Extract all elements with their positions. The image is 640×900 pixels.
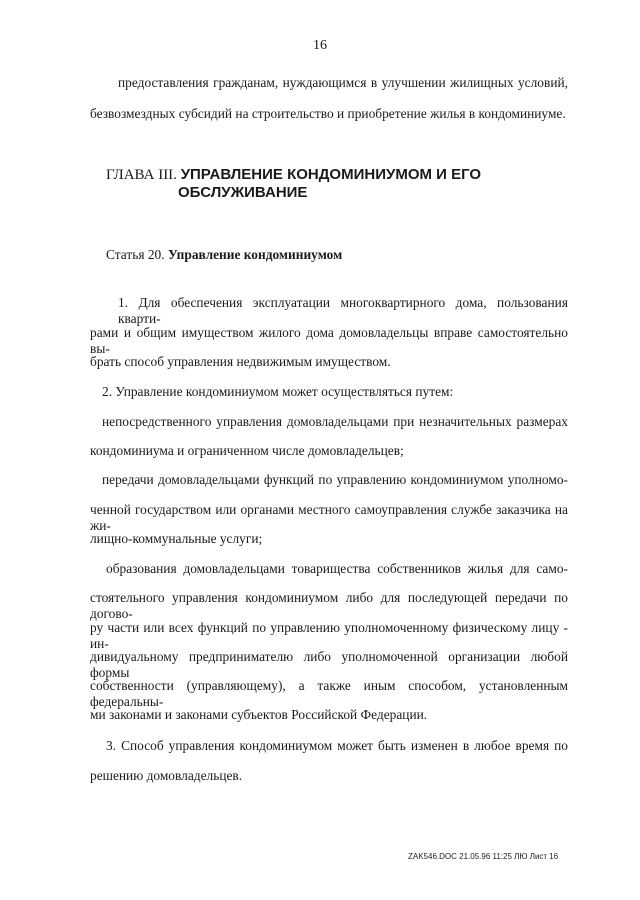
chapter-title-line-1: УПРАВЛЕНИЕ КОНДОМИНИУМОМ И ЕГО [180, 166, 482, 183]
page-number: 16 [313, 38, 327, 53]
intro-line-2: безвозмездных субсидий на строительство и приобретение жилья в кондоминиуме. [90, 106, 566, 121]
footer-file-info: ZAK546.DOC 21.05.96 11:25 ЛЮ Лист 16 [408, 852, 559, 861]
p2c-line-5: собственности (управляющему), а также иным способом, установленным федеральны- [90, 678, 568, 709]
p2-line-1: 2. Управление кондоминиумом может осуществляться путем: [102, 384, 454, 399]
p1-line-3: брать способ управления недвижимым имуществом. [90, 354, 391, 369]
p1-line-2: рами и общим имуществом жилого дома домовладельцы вправе самостоятельно вы- [90, 325, 568, 356]
intro-line-1: предоставления гражданам, нуждающимся в улучшении жилищных условий, [118, 75, 568, 90]
p2a-line-1: непосредственного управления домовладельцами при незначительных размерах [102, 414, 568, 429]
article-label: Статья 20. [106, 247, 165, 262]
chapter-label: ГЛАВА III. [106, 167, 177, 183]
p2c-line-6: ми законами и законами субъектов Российской Федерации. [90, 707, 428, 722]
article-title: Управление кондоминиумом [167, 247, 343, 262]
p2c-line-1: образования домовладельцами товарищества собственников жилья для само- [106, 561, 568, 576]
p2c-line-4: дивидуальному предпринимателю либо уполномоченной организации любой формы [90, 649, 568, 680]
chapter-title-line-2-wrap [178, 184, 307, 202]
p2c-line-3: ру части или всех функций по управлению уполномоченному физическому лицу - ин- [90, 620, 568, 651]
p2a-line-2: кондоминиума и ограниченном числе домовладельцев; [90, 443, 404, 458]
chapter-heading [106, 166, 481, 184]
p3-line-1: 3. Способ управления кондоминиумом может быть изменен в любое время по [106, 738, 568, 753]
chapter-title-line-2: ОБСЛУЖИВАНИЕ [178, 184, 308, 201]
p3-line-2: решению домовладельцев. [90, 768, 243, 783]
article-heading [106, 247, 342, 263]
p2b-line-1: передачи домовладельцами функций по управлению кондоминиумом уполномо- [102, 472, 568, 487]
p2b-line-3: лищно-коммунальные услуги; [90, 531, 263, 546]
p2b-line-2: ченной государством или органами местного самоуправления службе заказчика на жи- [90, 502, 568, 533]
p1-line-1: 1. Для обеспечения эксплуатации многоквартирного дома, пользования кварти- [118, 295, 568, 326]
p2c-line-2: стоятельного управления кондоминиумом либо для последующей передачи по догово- [90, 590, 568, 621]
